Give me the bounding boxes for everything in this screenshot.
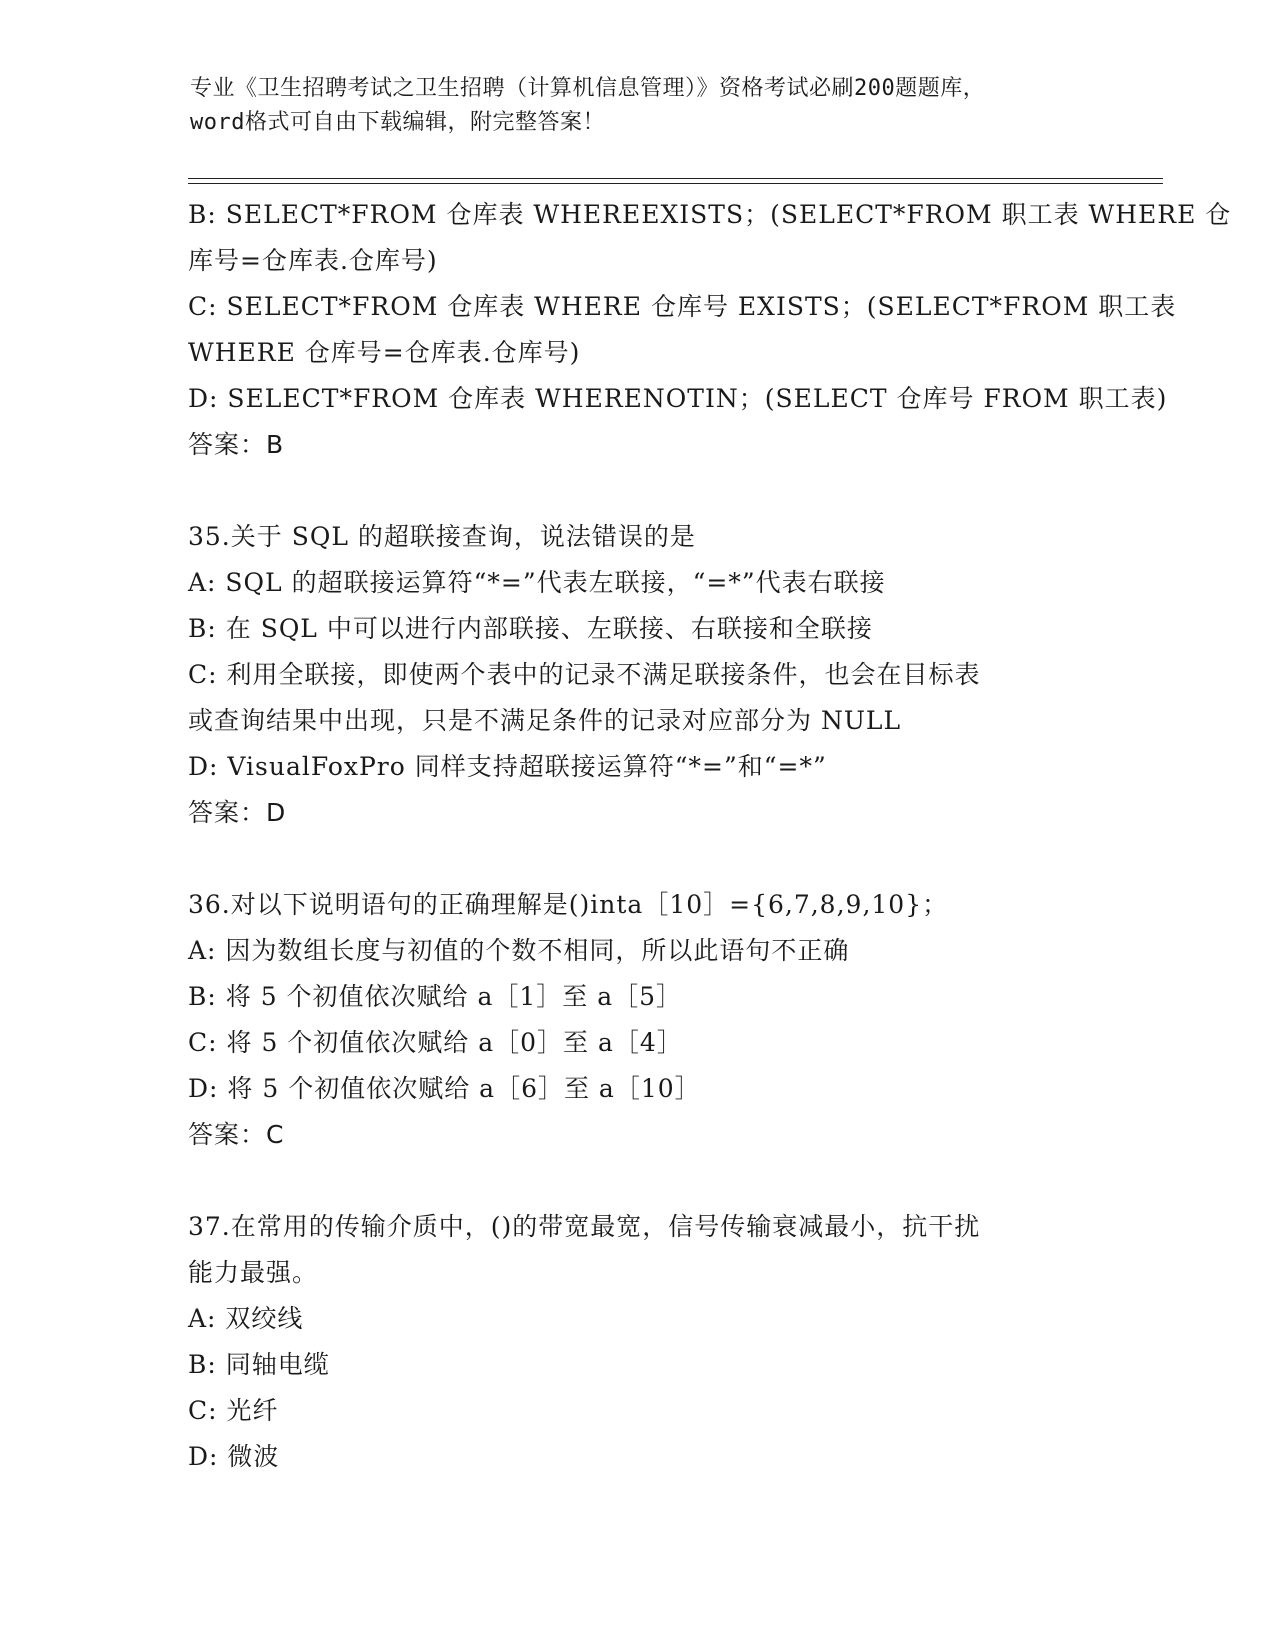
q37-option-b: B: 同轴电缆	[188, 1350, 330, 1379]
q35-option-c-line2: 或查询结果中出现，只是不满足条件的记录对应部分为 NULL	[188, 706, 902, 735]
header-title-line1: 专业《卫生招聘考试之卫生招聘（计算机信息管理）》资格考试必刷200题题库，	[190, 76, 986, 101]
q35-question: 35.关于 SQL 的超联接查询，说法错误的是	[188, 522, 696, 551]
q34-option-c-line2: WHERE 仓库号=仓库表.仓库号)	[188, 338, 581, 367]
header-title-line2: word格式可自由下载编辑，附完整答案！	[190, 110, 605, 135]
q35-option-c-line1: C: 利用全联接，即使两个表中的记录不满足联接条件，也会在目标表	[188, 660, 981, 689]
q37-option-c: C: 光纤	[188, 1396, 279, 1425]
q34-answer: 答案：B	[188, 430, 285, 459]
q35-option-d: D: VisualFoxPro 同样支持超联接运算符“*=”和“=*”	[188, 752, 827, 781]
header-divider	[188, 178, 1163, 184]
spacer	[188, 1158, 1088, 1204]
spacer	[188, 836, 1088, 882]
q37-question-line1: 37.在常用的传输介质中，()的带宽最宽，信号传输衰减最小，抗干扰	[188, 1212, 981, 1241]
q36-answer: 答案：C	[188, 1120, 285, 1149]
q37-option-d: D: 微波	[188, 1442, 280, 1471]
q37-option-a: A: 双绞线	[188, 1304, 304, 1333]
q35-answer: 答案：D	[188, 798, 287, 827]
q37-question-line2: 能力最强。	[188, 1258, 319, 1287]
q34-option-c-line1: C: SELECT*FROM 仓库表 WHERE 仓库号 EXISTS；(SELECT*FROM 职工表	[188, 292, 1177, 321]
document-body	[188, 192, 1232, 1480]
q36-option-a: A: 因为数组长度与初值的个数不相同，所以此语句不正确	[188, 936, 850, 965]
q34-option-b-line2: 库号=仓库表.仓库号)	[188, 246, 438, 275]
q36-option-d: D: 将 5 个初值依次赋给 a［6］至 a［10］	[188, 1074, 701, 1103]
q34-option-b-line1: B: SELECT*FROM 仓库表 WHEREEXISTS；(SELECT*FROM 职工表 WHERE 仓	[188, 200, 1232, 229]
q34-option-d: D: SELECT*FROM 仓库表 WHERENOTIN；(SELECT 仓库号 FROM 职工表)	[188, 384, 1168, 413]
page-header	[190, 72, 1090, 140]
spacer	[188, 468, 1088, 514]
q36-option-b: B: 将 5 个初值依次赋给 a［1］至 a［5］	[188, 982, 683, 1011]
q36-option-c: C: 将 5 个初值依次赋给 a［0］至 a［4］	[188, 1028, 683, 1057]
q35-option-a: A: SQL 的超联接运算符“*=”代表左联接，“=*”代表右联接	[188, 568, 886, 597]
q35-option-b: B: 在 SQL 中可以进行内部联接、左联接、右联接和全联接	[188, 614, 873, 643]
q36-question: 36.对以下说明语句的正确理解是()inta［10］={6,7,8,9,10}；	[188, 890, 949, 919]
